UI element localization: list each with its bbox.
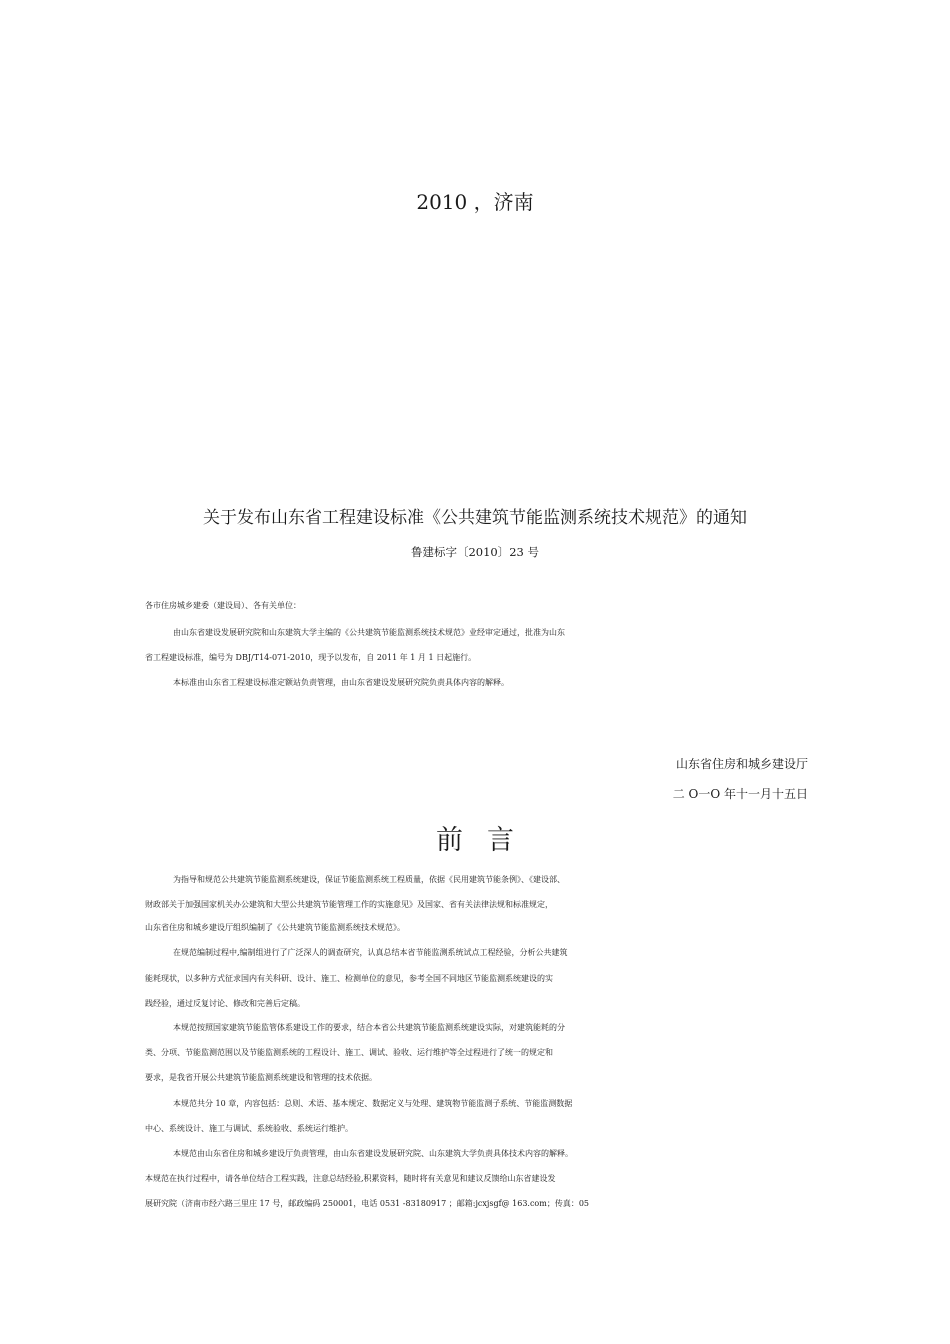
foreword-line: 本规范共分 10 章，内容包括：总则、术语、基本规定、数据定义与处理、建筑物节能监测子系统、节能监测数据: [173, 1099, 573, 1108]
foreword-line: 财政部关于加强国家机关办公建筑和大型公共建筑节能管理工作的实施意见》及国家、省有关法律法规和标准规定，: [145, 900, 553, 909]
foreword-line: 展研究院（济南市经六路三里庄 17 号，邮政编码 250001，电话 0531 -83180917 ；邮箱:jcxjsgf@ 163.com；传真：05: [145, 1199, 590, 1208]
foreword-line: 中心、系统设计、施工与调试、系统验收、系统运行维护。: [145, 1124, 353, 1133]
notice-paragraph-line: 本标准由山东省工程建设标准定额站负责管理，由山东省建设发展研究院负责具体内容的解释。: [173, 678, 509, 687]
notice-title: 关于发布山东省工程建设标准《公共建筑节能监测系统技术规范》的通知: [203, 508, 747, 528]
notice-paragraph-line: 省工程建设标准，编号为 DBJ/T14-071-2010，现予以发布，自 2011 年 1 月 1 日起施行。: [145, 653, 477, 662]
cover-year-place: 2010 ，济南: [416, 190, 534, 214]
notice-paragraph-line: 由山东省建设发展研究院和山东建筑大学主编的《公共建筑节能监测系统技术规范》业经审定通过，批准为山东: [173, 628, 565, 637]
foreword-line: 践经验，通过反复讨论、修改和完善后定稿。: [145, 999, 305, 1008]
foreword-line: 本规范在执行过程中，请各单位结合工程实践，注意总结经验,积累资料，随时将有关意见和建议反馈给山东省建设发: [145, 1174, 556, 1183]
notice-signer: 山东省住房和城乡建设厅: [675, 757, 808, 771]
foreword-line: 能耗现状，以多种方式征求国内有关科研、设计、施工、检测单位的意见，参考全国不同地区节能监测系统建设的实: [145, 974, 553, 983]
foreword-line: 类、分项、节能监测范围以及节能监测系统的工程设计、施工、调试、验收、运行维护等全过程进行了统一的规定和: [145, 1048, 553, 1057]
foreword-title: 前言: [436, 825, 538, 856]
document-number: 鲁建标字〔2010〕23 号: [410, 545, 540, 559]
foreword-line: 本规范由山东省住房和城乡建设厅负责管理，由山东省建设发展研究院、山东建筑大学负责具体技术内容的解释。: [173, 1149, 573, 1158]
foreword-line: 要求，是我省开展公共建筑节能监测系统建设和管理的技术依据。: [145, 1073, 377, 1082]
foreword-line: 为指导和规范公共建筑节能监测系统建设，保证节能监测系统工程质量，依据《民用建筑节能条例》、《建设部、: [173, 875, 565, 884]
notice-date: 二 O一O 年十一月十五日: [672, 787, 808, 801]
foreword-line: 本规范按照国家建筑节能监管体系建设工作的要求，结合本省公共建筑节能监测系统建设实际，对建筑能耗的分: [173, 1023, 565, 1032]
notice-addressee: 各市住房城乡建委（建设局）、各有关单位：: [145, 601, 301, 610]
foreword-line: 山东省住房和城乡建设厅组织编制了《公共建筑节能监测系统技术规范》。: [145, 923, 405, 932]
foreword-line: 在规范编制过程中,编制组进行了广泛深人的调查研究，认真总结本省节能监测系统试点工程经验，分析公共建筑: [173, 948, 568, 957]
